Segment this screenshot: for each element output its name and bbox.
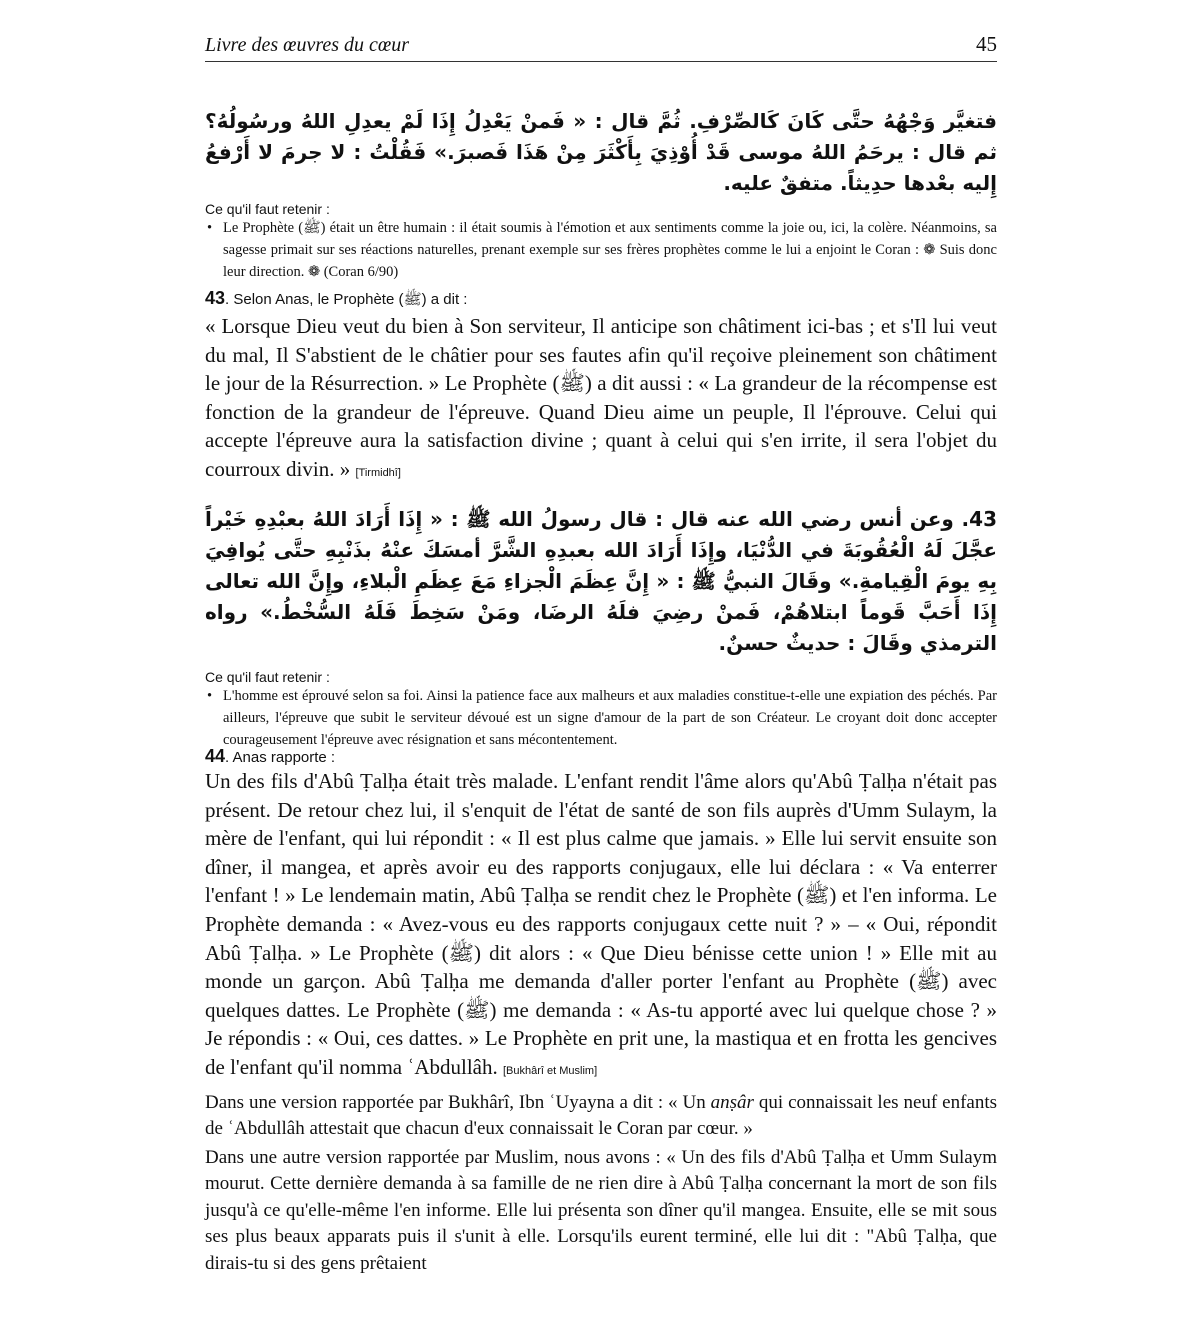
hadith-number: 43 [205,288,226,308]
book-title: Livre des œuvres du cœur [205,34,410,56]
text: Dans une version rapportée par Bukhârî, Ibn ʿUyayna a dit : « Un [205,1091,711,1113]
hadith-text [205,312,997,488]
hadith-heading [205,746,997,767]
arabic-text: 43. وعن أنس رضي الله عنه قال : قال رسولُ الله ﷺ : « إِذَا أَرَادَ اللهُ بعبْدِهِ خَيْراً عجَّلَ لَهُ الْعُقُوبَةَ في الدُّنْيَا، وإِذَا أَرَادَ الله بعبدِهِ الشَّرَّ أمسَكَ عنْهُ بذَنْبِهِ حتَّى يُوافِيَ بِهِ يومَ الْقِيامةِ.» وقَالَ النبيُّ ﷺ : « إِنَّ عِظَمَ الْجزاءِ مَعَ عِظَمِ الْبلاءِ، وإِنَّ الله تعالى إِذَا أَحَبَّ قَوماً ابتلاهُمْ، فَمنْ رضِيَ فلَهُ الرضَا، ومَنْ سَخِطَ فَلَهُ السُّخْطُ.» رواه الترمذي وقَالَ : حديثٌ حسنٌ. [205,506,997,655]
hadith-source: [Tirmidhî] [355,466,401,479]
retenir-bullet: • L'homme est éprouvé selon sa foi. Ainsi la patience face aux malheurs et aux maladies constitue-t-elle une expiation des péchés. Par ailleurs, l'épreuve que subit le serviteur dévoué est un signe d'amour de la part de son Créateur. Le croyant doit donc accepter courageusement l'épreuve avec résignation et sans mécontentement. [205,685,997,751]
hadith-heading [205,288,997,312]
hadith-number: 44 [205,746,226,766]
version-muslim: Dans une autre version rapportée par Muslim, nous avons : « Un des fils d'Abû Ṭalḥa et Umm Sulaym mourut. Cette dernière demanda à sa famille de ne rien dire à Abû Ṭalḥa concernant la mort de son fils jusqu'à ce qu'elle-même l'en informe. Elle lui présenta son dîner qu'il mangea. Ensuite, elle se mit sous ses plus beaux apparats puis il s'unit à elle. Lorsqu'ils eurent terminé, elle lui dit : "Abû Ṭalḥa, que dirais-tu si des gens prêtaient [205,1146,997,1274]
hadith-43 [205,288,997,751]
term-ansar: anṣâr [710,1091,754,1113]
hadith-44 [205,746,997,1277]
version-bukhari [205,1090,997,1143]
retenir-label: Ce qu'il faut retenir : [205,668,330,685]
hadith-source: [Bukhârî et Muslim] [503,1064,598,1077]
text: qui connaissait les neuf enfants de ʿAbdullâh attestait que chacun d'eux connaissait le Coran par cœur. » [205,1091,997,1140]
running-header [205,28,997,62]
page-number: 45 [976,32,997,56]
arabic-text: فتغيَّر وَجْهُهُ حتَّى كَانَ كَالصِّرْفِ. ثُمَّ قال : « فَمنْ يَعْدِلُ إِذَا لَمْ يعدِلِ اللهُ ورسُولُهُ؟ ثم قال : يرحَمُ اللهُ موسى قَدْ أُوْذِيَ بِأَكْثَرَ مِنْ هَذَا فَصبرَ.» فَقُلْتُ : لا جرمَ لا أَرْفعُ إِليه بعْدها حدِيثاً. متفقٌ عليه. [205,109,997,195]
hadith-heading-text: . Anas rapporte : [225,749,336,766]
hadith-body: « Lorsque Dieu veut du bien à Son serviteur, Il anticipe son châtiment ici-bas ; et s'Il lui veut du mal, Il S'abstient de le châtier pour ses fautes afin qu'il reçoive pleinement son châtiment le jour de la Résurrection. » Le Prophète (ﷺ) a dit aussi : « La grandeur de la récompense est fonction de la grandeur de l'épreuve. Quand Dieu aime un peuple, Il l'éprouve. Celui qui accepte l'épreuve aura la satisfaction divine ; quant à celui qui s'en irrite, il sera l'objet du courroux divin. » [205,314,997,481]
retenir-bullet: • Le Prophète (ﷺ) était un être humain : il était soumis à l'émotion et aux sentiments comme la joie ou, ici, la colère. Néanmoins, sa sagesse primait sur ses réactions naturelles, prenant exemple sur ses frères prophètes comme le lui a enjoint le Coran : ❁ Suis donc leur direction. ❁ (Coran 6/90) [205,217,997,283]
top-section [205,106,997,283]
hadith-text [205,767,997,1086]
hadith-body: Un des fils d'Abû Ṭalḥa était très malade. L'enfant rendit l'âme alors qu'Abû Ṭalḥa n'était pas présent. De retour chez lui, il s'enquit de l'état de santé de son fils auprès d'Umm Sulaym, la mère de l'enfant, qui lui répondit : « Il est plus calme que jamais. » Elle lui servit ensuite son dîner, il mangea, et après avoir eu des rapports conjugaux, elle lui déclara : « Va enterrer l'enfant ! » Le lendemain matin, Abû Ṭalḥa se rendit chez le Prophète (ﷺ) et l'en informa. Le Prophète demanda : « Avez-vous eu des rapports conjugaux cette nuit ? » – « Oui, répondit Abû Ṭalḥa. » Le Prophète (ﷺ) dit alors : « Que Dieu bénisse cette union ! » Elle mit au monde un garçon. Abû Ṭalḥa me demanda d'aller porter l'enfant au Prophète (ﷺ) avec quelques dattes. Le Prophète (ﷺ) me demanda : « As-tu apporté avec lui quelque chose ? » Je répondis : « Oui, ces dattes. » Le Prophète en prit une, la mastiqua et en frotta les gencives de l'enfant qu'il nomma ʿAbdullâh. [205,769,998,1079]
hadith-heading-text: . Selon Anas, le Prophète (ﷺ) a dit : [225,291,468,308]
retenir-label: Ce qu'il faut retenir : [205,201,330,217]
